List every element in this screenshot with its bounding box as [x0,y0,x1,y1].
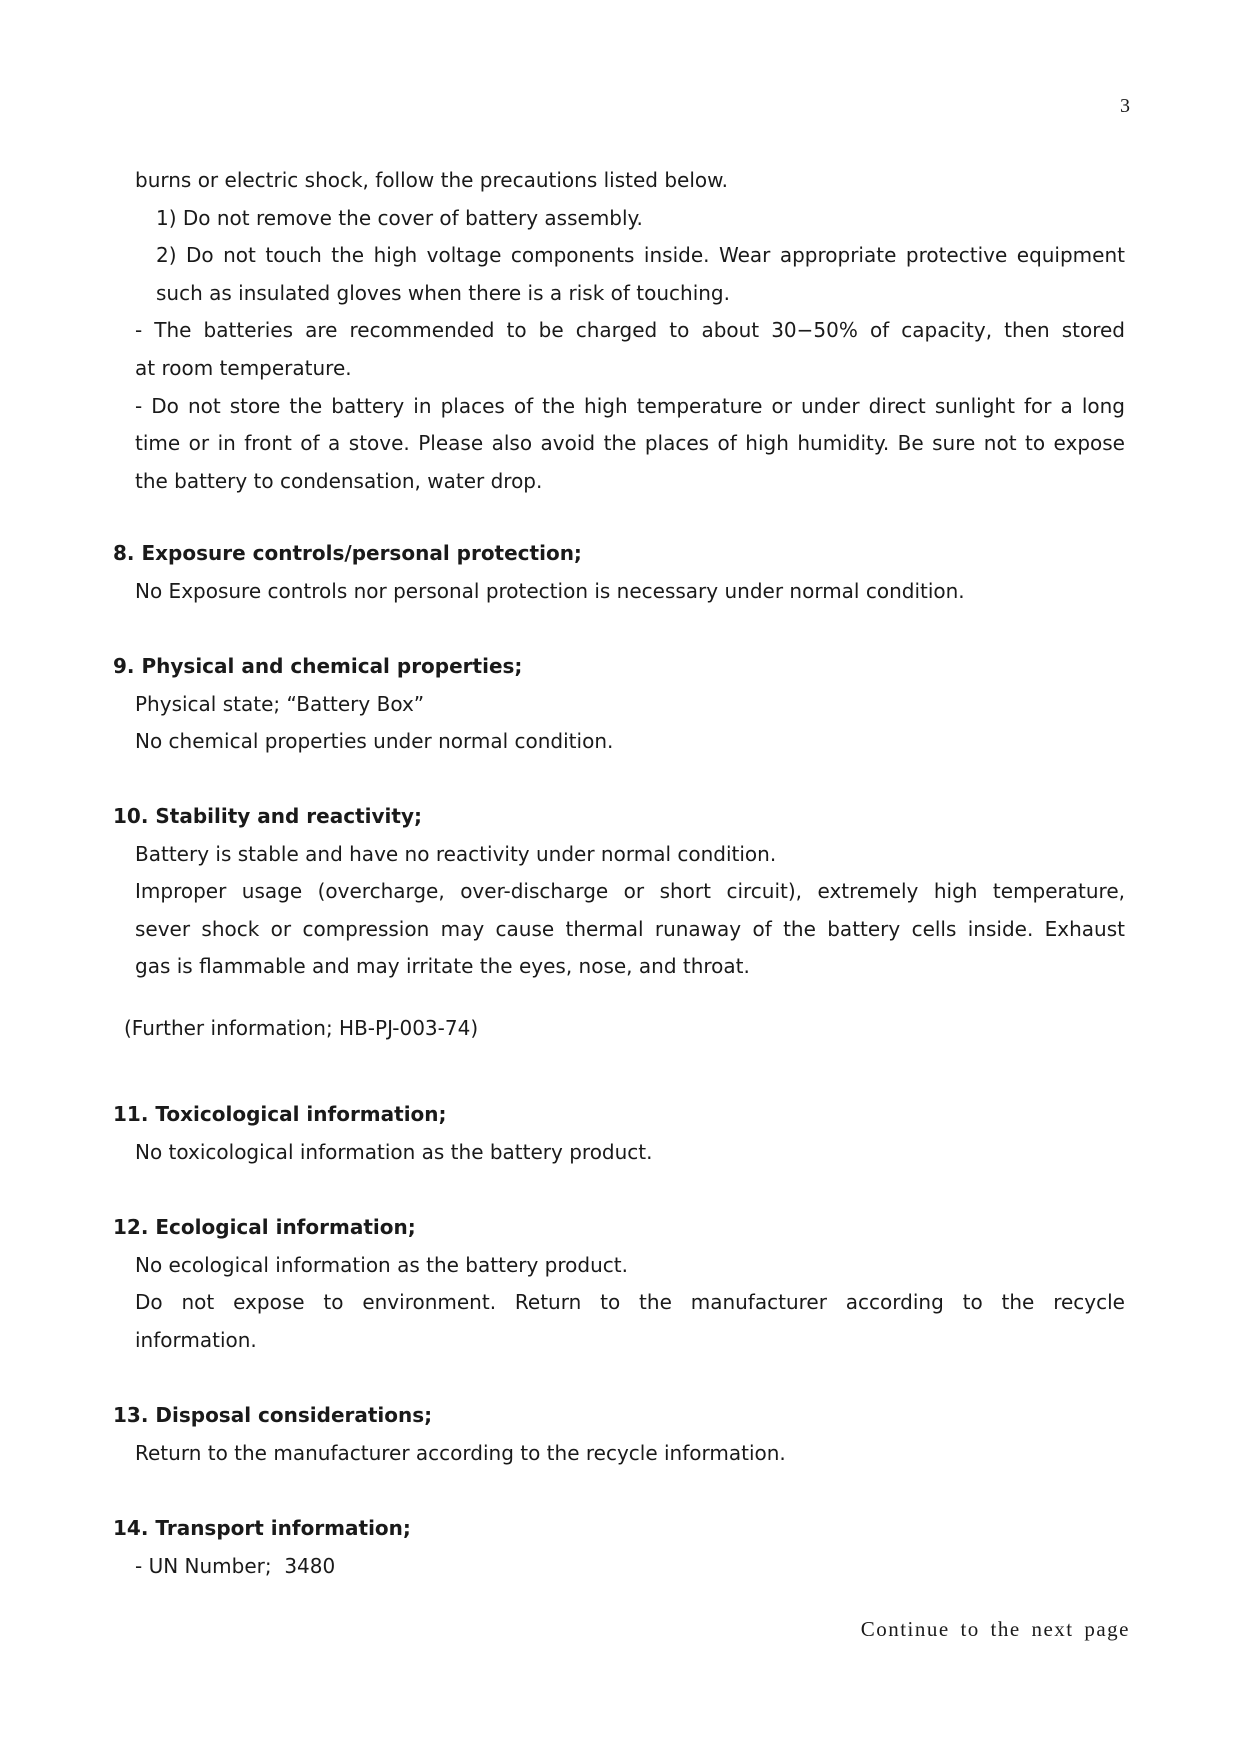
section-line: - UN Number; 3480 [135,1553,336,1578]
section-line: sever shock or compression may cause thermal runaway of the battery cells inside. Exhaust [135,916,1125,941]
section-line: gas is flammable and may irritate the eyes, nose, and throat. [135,954,750,979]
section-9 [113,648,1125,761]
section-line: Improper usage (overcharge, over-discharge or short circuit), extremely high temperature, [135,879,1125,904]
section-line: No toxicological information as the battery product. [135,1139,653,1164]
intro-line: 2) Do not touch the high voltage components inside. Wear appropriate protective equipment [156,243,1125,268]
section-line: No chemical properties under normal condition. [135,729,614,754]
intro-line: the battery to condensation, water drop. [135,468,543,493]
section-line: Return to the manufacturer according to the recycle information. [135,1440,786,1465]
section-line: Battery is stable and have no reactivity under normal condition. [135,841,777,866]
section-heading: 11. Toxicological information; [113,1102,447,1126]
section-8 [113,535,1125,610]
section-line: Physical state; “Battery Box” [135,691,425,716]
section-11 [113,1096,1125,1171]
intro-line: burns or electric shock, follow the precautions listed below. [135,168,728,192]
section-13 [113,1397,1125,1472]
section-10 [113,798,1125,986]
section-14 [113,1510,1125,1585]
intro-precautions [135,162,1125,500]
section-heading: 12. Ecological information; [113,1215,416,1239]
section-heading: 8. Exposure controls/personal protection; [113,541,582,565]
intro-line: 1) Do not remove the cover of battery assembly. [156,205,643,230]
intro-line: - The batteries are recommended to be charged to about 30−50% of capacity, then stored [135,318,1125,343]
section-12 [113,1209,1125,1359]
section-line: No ecological information as the battery product. [135,1252,628,1277]
section-heading: 10. Stability and reactivity; [113,804,422,828]
continue-note: Continue to the next page [860,1617,1130,1641]
section-heading: 14. Transport information; [113,1516,411,1540]
section-heading: 13. Disposal considerations; [113,1403,433,1427]
further-information: (Further information; HB-PJ-003-74) [124,1016,479,1040]
section-line: No Exposure controls nor personal protection is necessary under normal condition. [135,578,965,603]
intro-line: time or in front of a stove. Please also avoid the places of high humidity. Be sure not to expose [135,431,1125,456]
section-line: Do not expose to environment. Return to the manufacturer according to the recycle [135,1290,1125,1315]
section-heading: 9. Physical and chemical properties; [113,654,523,678]
intro-line: such as insulated gloves when there is a risk of touching. [156,280,730,305]
intro-line: at room temperature. [135,355,352,380]
intro-line: - Do not store the battery in places of the high temperature or under direct sunlight for a long [135,393,1125,418]
section-line: information. [135,1327,257,1352]
page-number: 3 [1120,95,1130,117]
